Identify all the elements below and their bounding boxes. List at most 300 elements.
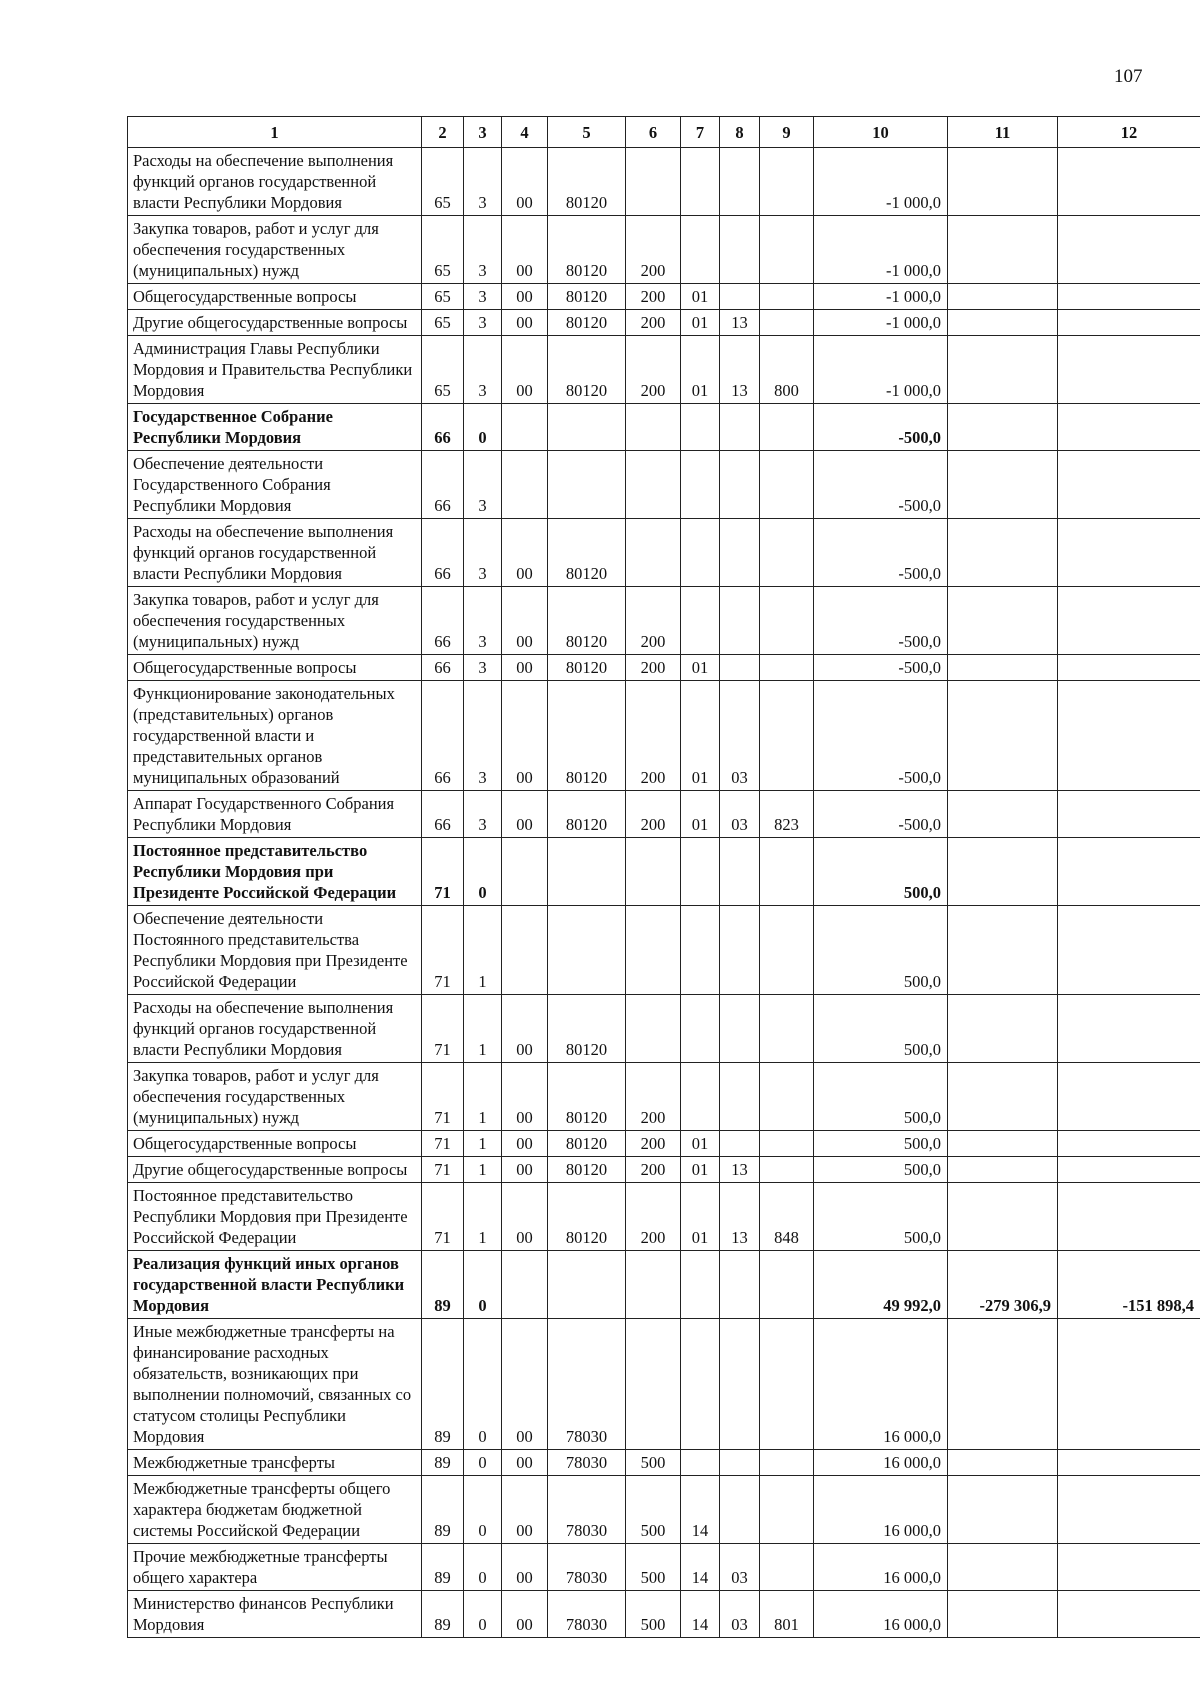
code-cell: 66 xyxy=(422,681,464,791)
amount-cell xyxy=(1058,148,1200,216)
code-cell: 00 xyxy=(502,1157,548,1183)
code-cell: 80120 xyxy=(548,1183,626,1251)
row-name-cell: Расходы на обеспечение выполнения функций органов государственной власти Республики Мордовия xyxy=(128,519,422,587)
table-row xyxy=(128,310,1200,336)
code-cell: 3 xyxy=(464,148,502,216)
code-cell xyxy=(720,451,760,519)
row-name-cell: Иные межбюджетные трансферты на финансирование расходных обязательств, возникающих при выполнении полномочий, связанных со статусом столицы Республики Мордовия xyxy=(128,1319,422,1450)
code-cell: 00 xyxy=(502,1544,548,1591)
code-cell: 0 xyxy=(464,1450,502,1476)
column-header: 4 xyxy=(502,117,548,148)
amount-cell: 500,0 xyxy=(814,838,948,906)
code-cell: 71 xyxy=(422,906,464,995)
table-row xyxy=(128,336,1200,404)
code-cell: 00 xyxy=(502,1183,548,1251)
code-cell: 80120 xyxy=(548,587,626,655)
code-cell: 00 xyxy=(502,336,548,404)
code-cell xyxy=(760,1131,814,1157)
amount-cell: 49 992,0 xyxy=(814,1251,948,1319)
table-row xyxy=(128,1131,1200,1157)
code-cell: 200 xyxy=(626,1063,681,1131)
amount-cell xyxy=(948,1591,1058,1638)
code-cell xyxy=(626,838,681,906)
amount-cell xyxy=(948,1476,1058,1544)
code-cell: 3 xyxy=(464,284,502,310)
code-cell xyxy=(760,587,814,655)
code-cell: 89 xyxy=(422,1450,464,1476)
code-cell: 00 xyxy=(502,587,548,655)
code-cell: 0 xyxy=(464,1544,502,1591)
amount-cell: -500,0 xyxy=(814,655,948,681)
code-cell: 200 xyxy=(626,310,681,336)
code-cell: 66 xyxy=(422,791,464,838)
code-cell xyxy=(681,1319,720,1450)
table-row xyxy=(128,587,1200,655)
code-cell: 500 xyxy=(626,1591,681,1638)
code-cell: 3 xyxy=(464,655,502,681)
code-cell: 71 xyxy=(422,838,464,906)
code-cell xyxy=(681,1450,720,1476)
amount-cell: 500,0 xyxy=(814,995,948,1063)
code-cell: 13 xyxy=(720,1157,760,1183)
row-name-cell: Расходы на обеспечение выполнения функций органов государственной власти Республики Мордовия xyxy=(128,148,422,216)
amount-cell xyxy=(948,404,1058,451)
row-name-cell: Расходы на обеспечение выполнения функций органов государственной власти Республики Мордовия xyxy=(128,995,422,1063)
code-cell xyxy=(720,1450,760,1476)
code-cell: 00 xyxy=(502,1476,548,1544)
code-cell: 01 xyxy=(681,310,720,336)
amount-cell xyxy=(948,1131,1058,1157)
row-name-cell: Министерство финансов Республики Мордовия xyxy=(128,1591,422,1638)
amount-cell: 500,0 xyxy=(814,906,948,995)
code-cell: 80120 xyxy=(548,681,626,791)
row-name-cell: Реализация функций иных органов государственной власти Республики Мордовия xyxy=(128,1251,422,1319)
code-cell: 01 xyxy=(681,655,720,681)
code-cell xyxy=(760,451,814,519)
code-cell: 65 xyxy=(422,284,464,310)
column-header: 5 xyxy=(548,117,626,148)
amount-cell: -151 898,4 xyxy=(1058,1251,1200,1319)
code-cell: 80120 xyxy=(548,1063,626,1131)
code-cell xyxy=(760,1544,814,1591)
code-cell: 0 xyxy=(464,1591,502,1638)
amount-cell xyxy=(948,1063,1058,1131)
code-cell: 03 xyxy=(720,1591,760,1638)
amount-cell: -500,0 xyxy=(814,587,948,655)
amount-cell xyxy=(948,1319,1058,1450)
code-cell: 200 xyxy=(626,336,681,404)
code-cell: 80120 xyxy=(548,148,626,216)
table-body xyxy=(128,148,1200,1638)
code-cell: 1 xyxy=(464,1131,502,1157)
code-cell: 1 xyxy=(464,1157,502,1183)
code-cell: 13 xyxy=(720,336,760,404)
column-header: 9 xyxy=(760,117,814,148)
table-row xyxy=(128,1476,1200,1544)
code-cell xyxy=(681,906,720,995)
code-cell xyxy=(502,1251,548,1319)
row-name-cell: Обеспечение деятельности Государственного Собрания Республики Мордовия xyxy=(128,451,422,519)
code-cell xyxy=(681,587,720,655)
table-row xyxy=(128,1183,1200,1251)
code-cell xyxy=(720,216,760,284)
code-cell xyxy=(760,284,814,310)
code-cell: 03 xyxy=(720,791,760,838)
code-cell: 78030 xyxy=(548,1544,626,1591)
code-cell: 00 xyxy=(502,284,548,310)
amount-cell: -1 000,0 xyxy=(814,216,948,284)
code-cell xyxy=(720,284,760,310)
amount-cell xyxy=(1058,404,1200,451)
code-cell: 00 xyxy=(502,519,548,587)
code-cell: 500 xyxy=(626,1450,681,1476)
table-row xyxy=(128,1319,1200,1450)
code-cell: 80120 xyxy=(548,310,626,336)
code-cell: 500 xyxy=(626,1544,681,1591)
code-cell: 3 xyxy=(464,451,502,519)
code-cell xyxy=(760,1450,814,1476)
code-cell xyxy=(720,655,760,681)
code-cell: 00 xyxy=(502,655,548,681)
code-cell: 78030 xyxy=(548,1591,626,1638)
code-cell xyxy=(681,216,720,284)
code-cell: 801 xyxy=(760,1591,814,1638)
amount-cell: -279 306,9 xyxy=(948,1251,1058,1319)
code-cell: 03 xyxy=(720,1544,760,1591)
page-number: 107 xyxy=(1114,66,1143,87)
code-cell xyxy=(720,587,760,655)
code-cell xyxy=(626,451,681,519)
amount-cell xyxy=(1058,906,1200,995)
code-cell: 00 xyxy=(502,1131,548,1157)
amount-cell xyxy=(1058,451,1200,519)
code-cell xyxy=(681,995,720,1063)
code-cell xyxy=(502,451,548,519)
code-cell xyxy=(681,838,720,906)
code-cell: 01 xyxy=(681,336,720,404)
amount-cell: -500,0 xyxy=(814,791,948,838)
code-cell: 01 xyxy=(681,1131,720,1157)
code-cell: 3 xyxy=(464,519,502,587)
code-cell xyxy=(681,148,720,216)
code-cell xyxy=(548,404,626,451)
code-cell: 78030 xyxy=(548,1476,626,1544)
code-cell xyxy=(760,681,814,791)
code-cell: 71 xyxy=(422,995,464,1063)
table-row xyxy=(128,284,1200,310)
code-cell xyxy=(760,216,814,284)
code-cell: 71 xyxy=(422,1063,464,1131)
code-cell xyxy=(760,1319,814,1450)
column-header: 12 xyxy=(1058,117,1200,148)
code-cell xyxy=(626,148,681,216)
code-cell: 80120 xyxy=(548,995,626,1063)
amount-cell: -1 000,0 xyxy=(814,284,948,310)
amount-cell xyxy=(948,216,1058,284)
amount-cell: 500,0 xyxy=(814,1131,948,1157)
code-cell: 0 xyxy=(464,404,502,451)
row-name-cell: Обеспечение деятельности Постоянного представительства Республики Мордовия при Президенте Российской Федерации xyxy=(128,906,422,995)
amount-cell xyxy=(1058,1544,1200,1591)
code-cell xyxy=(760,1476,814,1544)
column-header: 2 xyxy=(422,117,464,148)
table-row xyxy=(128,1544,1200,1591)
amount-cell: -1 000,0 xyxy=(814,148,948,216)
code-cell: 00 xyxy=(502,1319,548,1450)
amount-cell xyxy=(948,1183,1058,1251)
code-cell: 0 xyxy=(464,1251,502,1319)
code-cell xyxy=(681,451,720,519)
code-cell: 00 xyxy=(502,310,548,336)
code-cell: 65 xyxy=(422,336,464,404)
code-cell: 89 xyxy=(422,1476,464,1544)
code-cell: 01 xyxy=(681,284,720,310)
code-cell: 200 xyxy=(626,216,681,284)
amount-cell xyxy=(1058,1450,1200,1476)
code-cell: 13 xyxy=(720,310,760,336)
code-cell xyxy=(502,906,548,995)
code-cell: 1 xyxy=(464,995,502,1063)
code-cell: 01 xyxy=(681,681,720,791)
table-row xyxy=(128,519,1200,587)
code-cell xyxy=(720,404,760,451)
amount-cell xyxy=(1058,655,1200,681)
code-cell: 00 xyxy=(502,995,548,1063)
amount-cell xyxy=(1058,838,1200,906)
row-name-cell: Закупка товаров, работ и услуг для обеспечения государственных (муниципальных) нужд xyxy=(128,1063,422,1131)
amount-cell: 16 000,0 xyxy=(814,1591,948,1638)
code-cell xyxy=(626,404,681,451)
amount-cell xyxy=(1058,1183,1200,1251)
code-cell: 0 xyxy=(464,1319,502,1450)
code-cell xyxy=(720,148,760,216)
code-cell: 89 xyxy=(422,1591,464,1638)
amount-cell xyxy=(948,838,1058,906)
code-cell: 66 xyxy=(422,404,464,451)
code-cell: 3 xyxy=(464,587,502,655)
code-cell: 71 xyxy=(422,1157,464,1183)
row-name-cell: Закупка товаров, работ и услуг для обеспечения государственных (муниципальных) нужд xyxy=(128,216,422,284)
code-cell xyxy=(760,906,814,995)
amount-cell xyxy=(948,310,1058,336)
code-cell xyxy=(720,1063,760,1131)
code-cell: 80120 xyxy=(548,284,626,310)
code-cell xyxy=(626,519,681,587)
amount-cell xyxy=(1058,1591,1200,1638)
amount-cell: -500,0 xyxy=(814,519,948,587)
code-cell: 66 xyxy=(422,655,464,681)
amount-cell: -500,0 xyxy=(814,404,948,451)
code-cell xyxy=(681,519,720,587)
code-cell xyxy=(502,838,548,906)
code-cell: 01 xyxy=(681,1157,720,1183)
code-cell: 89 xyxy=(422,1544,464,1591)
code-cell: 01 xyxy=(681,791,720,838)
code-cell xyxy=(760,838,814,906)
code-cell xyxy=(760,310,814,336)
code-cell: 78030 xyxy=(548,1450,626,1476)
column-header: 6 xyxy=(626,117,681,148)
row-name-cell: Общегосударственные вопросы xyxy=(128,655,422,681)
row-name-cell: Общегосударственные вопросы xyxy=(128,1131,422,1157)
row-name-cell: Закупка товаров, работ и услуг для обеспечения государственных (муниципальных) нужд xyxy=(128,587,422,655)
row-name-cell: Другие общегосударственные вопросы xyxy=(128,310,422,336)
code-cell: 80120 xyxy=(548,1157,626,1183)
code-cell xyxy=(681,1251,720,1319)
code-cell: 200 xyxy=(626,284,681,310)
code-cell: 80120 xyxy=(548,336,626,404)
row-name-cell: Постоянное представительство Республики Мордовия при Президенте Российской Федерации xyxy=(128,838,422,906)
code-cell: 80120 xyxy=(548,519,626,587)
amount-cell xyxy=(1058,336,1200,404)
code-cell: 14 xyxy=(681,1544,720,1591)
amount-cell xyxy=(948,451,1058,519)
code-cell: 0 xyxy=(464,838,502,906)
table-row xyxy=(128,451,1200,519)
code-cell: 200 xyxy=(626,681,681,791)
code-cell xyxy=(681,404,720,451)
table-row xyxy=(128,216,1200,284)
code-cell: 00 xyxy=(502,216,548,284)
code-cell xyxy=(760,655,814,681)
row-name-cell: Общегосударственные вопросы xyxy=(128,284,422,310)
table-row xyxy=(128,1450,1200,1476)
amount-cell xyxy=(948,681,1058,791)
table-row xyxy=(128,1251,1200,1319)
table-row xyxy=(128,1157,1200,1183)
code-cell: 00 xyxy=(502,1450,548,1476)
table-row xyxy=(128,1591,1200,1638)
code-cell xyxy=(720,1319,760,1450)
code-cell: 800 xyxy=(760,336,814,404)
amount-cell xyxy=(948,655,1058,681)
code-cell: 200 xyxy=(626,1157,681,1183)
code-cell: 200 xyxy=(626,655,681,681)
table-row xyxy=(128,906,1200,995)
code-cell: 3 xyxy=(464,791,502,838)
code-cell: 200 xyxy=(626,791,681,838)
amount-cell xyxy=(948,995,1058,1063)
code-cell: 89 xyxy=(422,1251,464,1319)
amount-cell: 500,0 xyxy=(814,1183,948,1251)
amount-cell xyxy=(948,906,1058,995)
amount-cell xyxy=(948,587,1058,655)
code-cell: 80120 xyxy=(548,791,626,838)
row-name-cell: Межбюджетные трансферты общего характера бюджетам бюджетной системы Российской Федерации xyxy=(128,1476,422,1544)
column-header: 3 xyxy=(464,117,502,148)
amount-cell xyxy=(948,336,1058,404)
column-header: 1 xyxy=(128,117,422,148)
table-row xyxy=(128,791,1200,838)
code-cell: 848 xyxy=(760,1183,814,1251)
code-cell: 80120 xyxy=(548,216,626,284)
code-cell xyxy=(760,1157,814,1183)
code-cell xyxy=(760,1063,814,1131)
row-name-cell: Администрация Главы Республики Мордовия и Правительства Республики Мордовия xyxy=(128,336,422,404)
code-cell: 66 xyxy=(422,519,464,587)
row-name-cell: Другие общегосударственные вопросы xyxy=(128,1157,422,1183)
row-name-cell: Аппарат Государственного Собрания Республики Мордовия xyxy=(128,791,422,838)
amount-cell xyxy=(1058,1319,1200,1450)
amount-cell xyxy=(1058,995,1200,1063)
row-name-cell: Функционирование законодательных (представительных) органов государственной власти и представительных органов муниципальных образований xyxy=(128,681,422,791)
amount-cell xyxy=(948,519,1058,587)
code-cell: 80120 xyxy=(548,1131,626,1157)
amount-cell xyxy=(948,284,1058,310)
code-cell xyxy=(720,1131,760,1157)
code-cell: 00 xyxy=(502,148,548,216)
amount-cell: -1 000,0 xyxy=(814,336,948,404)
code-cell: 01 xyxy=(681,1183,720,1251)
code-cell: 823 xyxy=(760,791,814,838)
code-cell xyxy=(626,995,681,1063)
code-cell xyxy=(626,906,681,995)
budget-table xyxy=(127,116,1200,1638)
code-cell: 200 xyxy=(626,1131,681,1157)
code-cell: 3 xyxy=(464,336,502,404)
amount-cell xyxy=(1058,791,1200,838)
row-name-cell: Прочие межбюджетные трансферты общего характера xyxy=(128,1544,422,1591)
code-cell xyxy=(720,838,760,906)
code-cell xyxy=(548,451,626,519)
code-cell xyxy=(760,519,814,587)
code-cell xyxy=(720,519,760,587)
table-row xyxy=(128,681,1200,791)
code-cell: 71 xyxy=(422,1183,464,1251)
code-cell xyxy=(720,906,760,995)
amount-cell xyxy=(1058,1476,1200,1544)
code-cell: 00 xyxy=(502,1591,548,1638)
column-header: 11 xyxy=(948,117,1058,148)
code-cell: 3 xyxy=(464,681,502,791)
code-cell xyxy=(760,1251,814,1319)
amount-cell xyxy=(948,1544,1058,1591)
column-header: 10 xyxy=(814,117,948,148)
code-cell xyxy=(760,995,814,1063)
code-cell xyxy=(720,1251,760,1319)
amount-cell: -500,0 xyxy=(814,451,948,519)
table-row xyxy=(128,655,1200,681)
row-name-cell: Межбюджетные трансферты xyxy=(128,1450,422,1476)
code-cell: 1 xyxy=(464,1183,502,1251)
code-cell: 71 xyxy=(422,1131,464,1157)
code-cell: 65 xyxy=(422,148,464,216)
amount-cell: -1 000,0 xyxy=(814,310,948,336)
code-cell: 80120 xyxy=(548,655,626,681)
code-cell xyxy=(720,1476,760,1544)
code-cell: 65 xyxy=(422,310,464,336)
code-cell: 89 xyxy=(422,1319,464,1450)
column-header: 8 xyxy=(720,117,760,148)
amount-cell xyxy=(948,1157,1058,1183)
amount-cell xyxy=(1058,310,1200,336)
amount-cell xyxy=(1058,1157,1200,1183)
code-cell xyxy=(548,1251,626,1319)
table-row xyxy=(128,838,1200,906)
code-cell xyxy=(626,1251,681,1319)
table-row xyxy=(128,404,1200,451)
amount-cell: 16 000,0 xyxy=(814,1544,948,1591)
amount-cell: 16 000,0 xyxy=(814,1450,948,1476)
code-cell: 00 xyxy=(502,681,548,791)
code-cell: 500 xyxy=(626,1476,681,1544)
code-cell xyxy=(548,838,626,906)
code-cell: 200 xyxy=(626,587,681,655)
code-cell: 00 xyxy=(502,791,548,838)
code-cell: 3 xyxy=(464,216,502,284)
code-cell: 00 xyxy=(502,1063,548,1131)
code-cell: 1 xyxy=(464,906,502,995)
